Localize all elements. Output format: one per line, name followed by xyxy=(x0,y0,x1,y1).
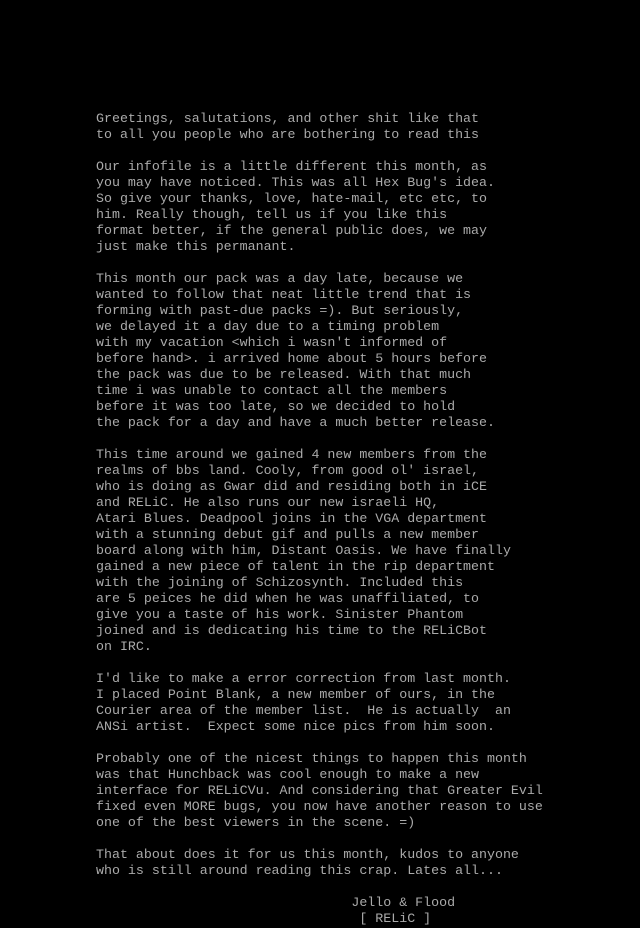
text-line: time i was unable to contact all the members xyxy=(96,383,448,398)
blank-line xyxy=(96,431,636,447)
text-line: are 5 peices he did when he was unaffiliated, to xyxy=(96,591,480,606)
text-line: This month our pack was a day late, because we xyxy=(96,271,464,286)
text-line: on IRC. xyxy=(96,639,152,654)
text-line: to all you people who are bothering to read this xyxy=(96,127,480,142)
text-line: I'd like to make a error correction from last month. xyxy=(96,671,511,686)
signature-group: [ RELiC ] xyxy=(96,911,432,926)
greeting-paragraph xyxy=(96,111,636,143)
text-line: fixed even MORE bugs, you now have another reason to use xyxy=(96,799,543,814)
text-line: him. Really though, tell us if you like this xyxy=(96,207,448,222)
text-line: before it was too late, so we decided to hold xyxy=(96,399,456,414)
late-pack-paragraph xyxy=(96,271,636,431)
text-line: who is still around reading this crap. Lates all... xyxy=(96,863,503,878)
text-line: Probably one of the nicest things to happen this month xyxy=(96,751,527,766)
text-line: interface for RELiCVu. And considering that Greater Evil xyxy=(96,783,543,798)
new-members-paragraph xyxy=(96,447,636,655)
text-line: ANSi artist. Expect some nice pics from him soon. xyxy=(96,719,495,734)
text-line: who is doing as Gwar did and residing both in iCE xyxy=(96,479,487,494)
text-line: give you a taste of his work. Sinister Phantom xyxy=(96,607,464,622)
text-line: wanted to follow that neat little trend that is xyxy=(96,287,472,302)
blank-line xyxy=(96,735,636,751)
text-line: the pack for a day and have a much better release. xyxy=(96,415,495,430)
text-line: joined and is dedicating his time to the RELiCBot xyxy=(96,623,487,638)
text-line: one of the best viewers in the scene. =) xyxy=(96,815,416,830)
text-line: before hand>. i arrived home about 5 hours before xyxy=(96,351,487,366)
text-line: with my vacation <which i wasn't informed of xyxy=(96,335,448,350)
text-line: I placed Point Blank, a new member of ours, in the xyxy=(96,687,495,702)
viewer-paragraph xyxy=(96,751,636,831)
blank-line xyxy=(96,879,636,895)
text-line: gained a new piece of talent in the rip department xyxy=(96,559,495,574)
text-line: format better, if the general public does, we may xyxy=(96,223,487,238)
blank-line xyxy=(96,655,636,671)
closing-paragraph xyxy=(96,847,636,879)
text-line: Greetings, salutations, and other shit like that xyxy=(96,111,480,126)
text-line: So give your thanks, love, hate-mail, etc etc, to xyxy=(96,191,487,206)
text-line: just make this permanant. xyxy=(96,239,296,254)
text-line: Courier area of the member list. He is actually an xyxy=(96,703,511,718)
text-line: Our infofile is a little different this month, as xyxy=(96,159,487,174)
text-line: and RELiC. He also runs our new israeli HQ, xyxy=(96,495,440,510)
text-line: board along with him, Distant Oasis. We have finally xyxy=(96,543,511,558)
signature xyxy=(96,895,636,927)
blank-line xyxy=(96,255,636,271)
correction-paragraph xyxy=(96,671,636,735)
text-line: was that Hunchback was cool enough to make a new xyxy=(96,767,480,782)
text-line: the pack was due to be released. With that much xyxy=(96,367,472,382)
signature-authors: Jello & Flood xyxy=(96,895,456,910)
text-line: That about does it for us this month, kudos to anyone xyxy=(96,847,519,862)
text-line: we delayed it a day due to a timing problem xyxy=(96,319,440,334)
blank-line xyxy=(96,831,636,847)
text-line: Atari Blues. Deadpool joins in the VGA department xyxy=(96,511,487,526)
text-line: with a stunning debut gif and pulls a new member xyxy=(96,527,480,542)
text-line: forming with past-due packs =). But seriously, xyxy=(96,303,464,318)
text-line: realms of bbs land. Cooly, from good ol' israel, xyxy=(96,463,480,478)
text-line: This time around we gained 4 new members from the xyxy=(96,447,487,462)
infofile-paragraph xyxy=(96,159,636,255)
blank-line xyxy=(96,143,636,159)
infofile-text xyxy=(96,111,636,927)
text-line: with the joining of Schizosynth. Included this xyxy=(96,575,464,590)
text-line: you may have noticed. This was all Hex Bug's idea. xyxy=(96,175,495,190)
